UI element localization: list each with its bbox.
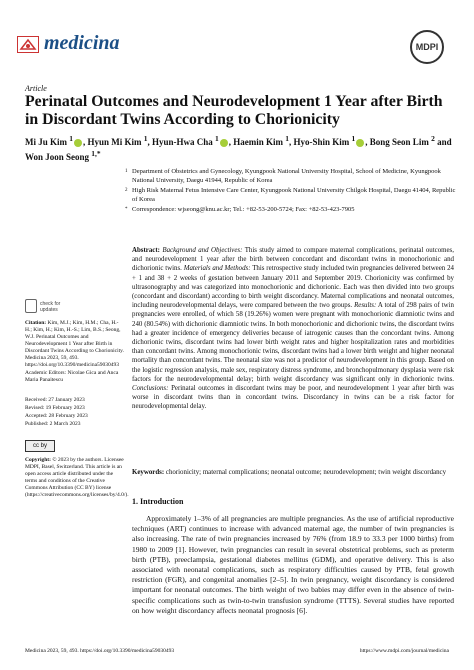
- author-name[interactable]: Bong Seon Lim: [369, 137, 429, 147]
- academic-editors: Academic Editors: Nicolae Gica and Anca Maria Panaitescu: [25, 370, 119, 383]
- section-heading: 1. Introduction: [132, 497, 184, 506]
- introduction-text: Approximately 1–3% of all pregnancies are multiple pregnancies. As the use of artificial reproductive techniques (ART) continues to increase with advanced maternal age, the number of twin pregnancies is also increasing. The rate of twin pregnancies increased by 76% (from 18.9 to 33.3 per 1000 births) from 1980 to 2009 [1]. However, twin pregnancies can result in several obstetrical problems, such as preterm birth (PTB), preeclampsia, gestational diabetes mellitus (GDM), and operative delivery. This is also associated with neonatal complications, such as respiratory difficulties caused by PTB, fetal growth restriction (FGR), and congenital anomalies [2–5]. In twin pregnancy, weight discordancy is considered important for neonatal outcomes. The birth weight of two babies may differ even in the absence of twin-specific complications such as twin-to-twin transfusion syndrome (TTTS). Several studies have reported on how weight discordancy affects neonatal prognosis [6].: [132, 514, 454, 615]
- journal-name: medicina: [44, 32, 120, 54]
- abstract: Abstract: Background and Objectives: This study aimed to compare maternal complications, perinatal outcomes, and neurodevelopment 1 year after the birth between concordant and discordant twins in monochorionic and dichorionic twins. Materials and Methods: This retrospective study included twin pregnancies delivered between 24 + 1 and 38 + 2 weeks of gestation between January 2011 and September 2019. Chorionicity was confirmed by ultrasonography and was categorized into monochorionic and dichorionic. Each was then divided into two groups (concordant and discordant) according to birth weight discordancy. Maternal complications and neonatal outcomes, including neurodevelopmental delays, were compared between the two groups. Results: A total of 298 pairs of twin pregnancies were enrolled, of which 58 (19.26%) women were pregnant with monochorionic diamniotic twins and 240 (80.54%) with dichorionic diamniotic twins. In both monochorionic and dichorionic twins, the discordant twins had a greater incidence of emergency deliveries because of iatrogenic causes than the concordant twins. Among dichorionic twins, discordant twins had lower birth weight rates and higher hospitalization rates and morbidities than concordant twins. Among monochorionic twins, discordant twins had a lower birth weight and higher neonatal mortality than concordant twins. The neonatal size was not a predictor of neurodevelopment in this group. Based on the logistic regression analysis, male sex, respiratory distress syndrome, and bronchopulmonary dysplasia were risk factors for the neurodevelopmental delay; birth weight discordancy was significant only in dichorionic twins. Conclusions: Perinatal outcomes in discordant twins may be poor, and neurodevelopment 1 year after birth was worse in discordant twins than in concordant twins. Discordancy in twins can be a risk factor for neurodevelopmental delay.: [132, 247, 454, 411]
- affiliation: 1 Department of Obstetrics and Gynecology, Kyungpook National University Hospital, School of Medicine, Kyungpook National University, Daegu 41944, Republic of Korea: [125, 168, 441, 184]
- article-title: Perinatal Outcomes and Neurodevelopment 1 Year after Birth in Discordant Twins According to Chorionicity: [25, 93, 443, 128]
- author-name[interactable]: Hyun-Hwa Cha: [152, 137, 213, 147]
- citation-block: Citation: Kim, M.J.; Kim, H.M.; Cha, H.-H.; Kim, H.; Kim, H.-S.; Lim, B.S.; Seong, W.J. Perinatal Outcomes and Neurodevelopment 1 Year after Birth in Discordant Twins According to Chorionicity. Medicina 2023, 59, 493. https://doi.org/10.3390/medicina59030493: [25, 320, 124, 368]
- keywords: Keywords: chorionicity; maternal complications; neonatal outcome; neurodevelopment; twin weight discordancy: [132, 469, 447, 476]
- correspondence: * Correspondence: wjseong@knu.ac.kr; Tel.: +82-53-200-5724; Fax: +82-53-423-7905: [125, 206, 355, 213]
- publisher-logo: MDPI: [410, 30, 444, 64]
- author-name[interactable]: Won Joon Seong: [25, 152, 90, 162]
- date-revised: Revised: 19 February 2023: [25, 405, 85, 411]
- date-published: Published: 2 March 2023: [25, 421, 81, 427]
- date-received: Received: 27 January 2023: [25, 397, 85, 403]
- author-name[interactable]: Mi Ju Kim: [25, 137, 67, 147]
- author-name[interactable]: Hyo-Shin Kim: [293, 137, 350, 147]
- orcid-icon[interactable]: [356, 139, 364, 147]
- footer-url[interactable]: https://www.mdpi.com/journal/medicina: [359, 648, 449, 654]
- author-list: Mi Ju Kim $^1$ , Hyun Mi Kim $^1$, Hyun-Hwa Cha $^1$ , Haemin Kim $^1$, Hyo-Shin Kim $^1$ , Bong Seon Lim $^2$ and Won Joon Seong $^{1,*}$: [25, 134, 452, 162]
- check-updates-label[interactable]: check for updates: [40, 301, 61, 313]
- date-accepted: Accepted: 28 February 2023: [25, 413, 88, 419]
- author-name[interactable]: Haemin Kim: [233, 137, 284, 147]
- author-name[interactable]: Hyun Mi Kim: [87, 137, 142, 147]
- affiliation: 2 High Risk Maternal Fetus Intensive Care Center, Kyungpook National University Chilgok Hospital, Daegu 41404, Republic of Korea: [125, 187, 456, 203]
- orcid-icon[interactable]: [220, 139, 228, 147]
- check-updates-icon[interactable]: [25, 299, 37, 313]
- cc-license-icon[interactable]: cc by: [25, 440, 55, 452]
- journal-logo-icon: [17, 36, 39, 53]
- article-type: Article: [25, 84, 47, 93]
- footer-citation: Medicina 2023, 59, 493. https://doi.org/10.3390/medicina59030493: [25, 648, 175, 654]
- orcid-icon[interactable]: [74, 139, 82, 147]
- copyright-block: Copyright: © 2023 by the authors. Licensee MDPI, Basel, Switzerland. This article is an open access article distributed under the terms and conditions of the Creative Commons Attribution (CC BY) license (https://creativecommons.org/licenses/by/4.0/).: [25, 457, 129, 498]
